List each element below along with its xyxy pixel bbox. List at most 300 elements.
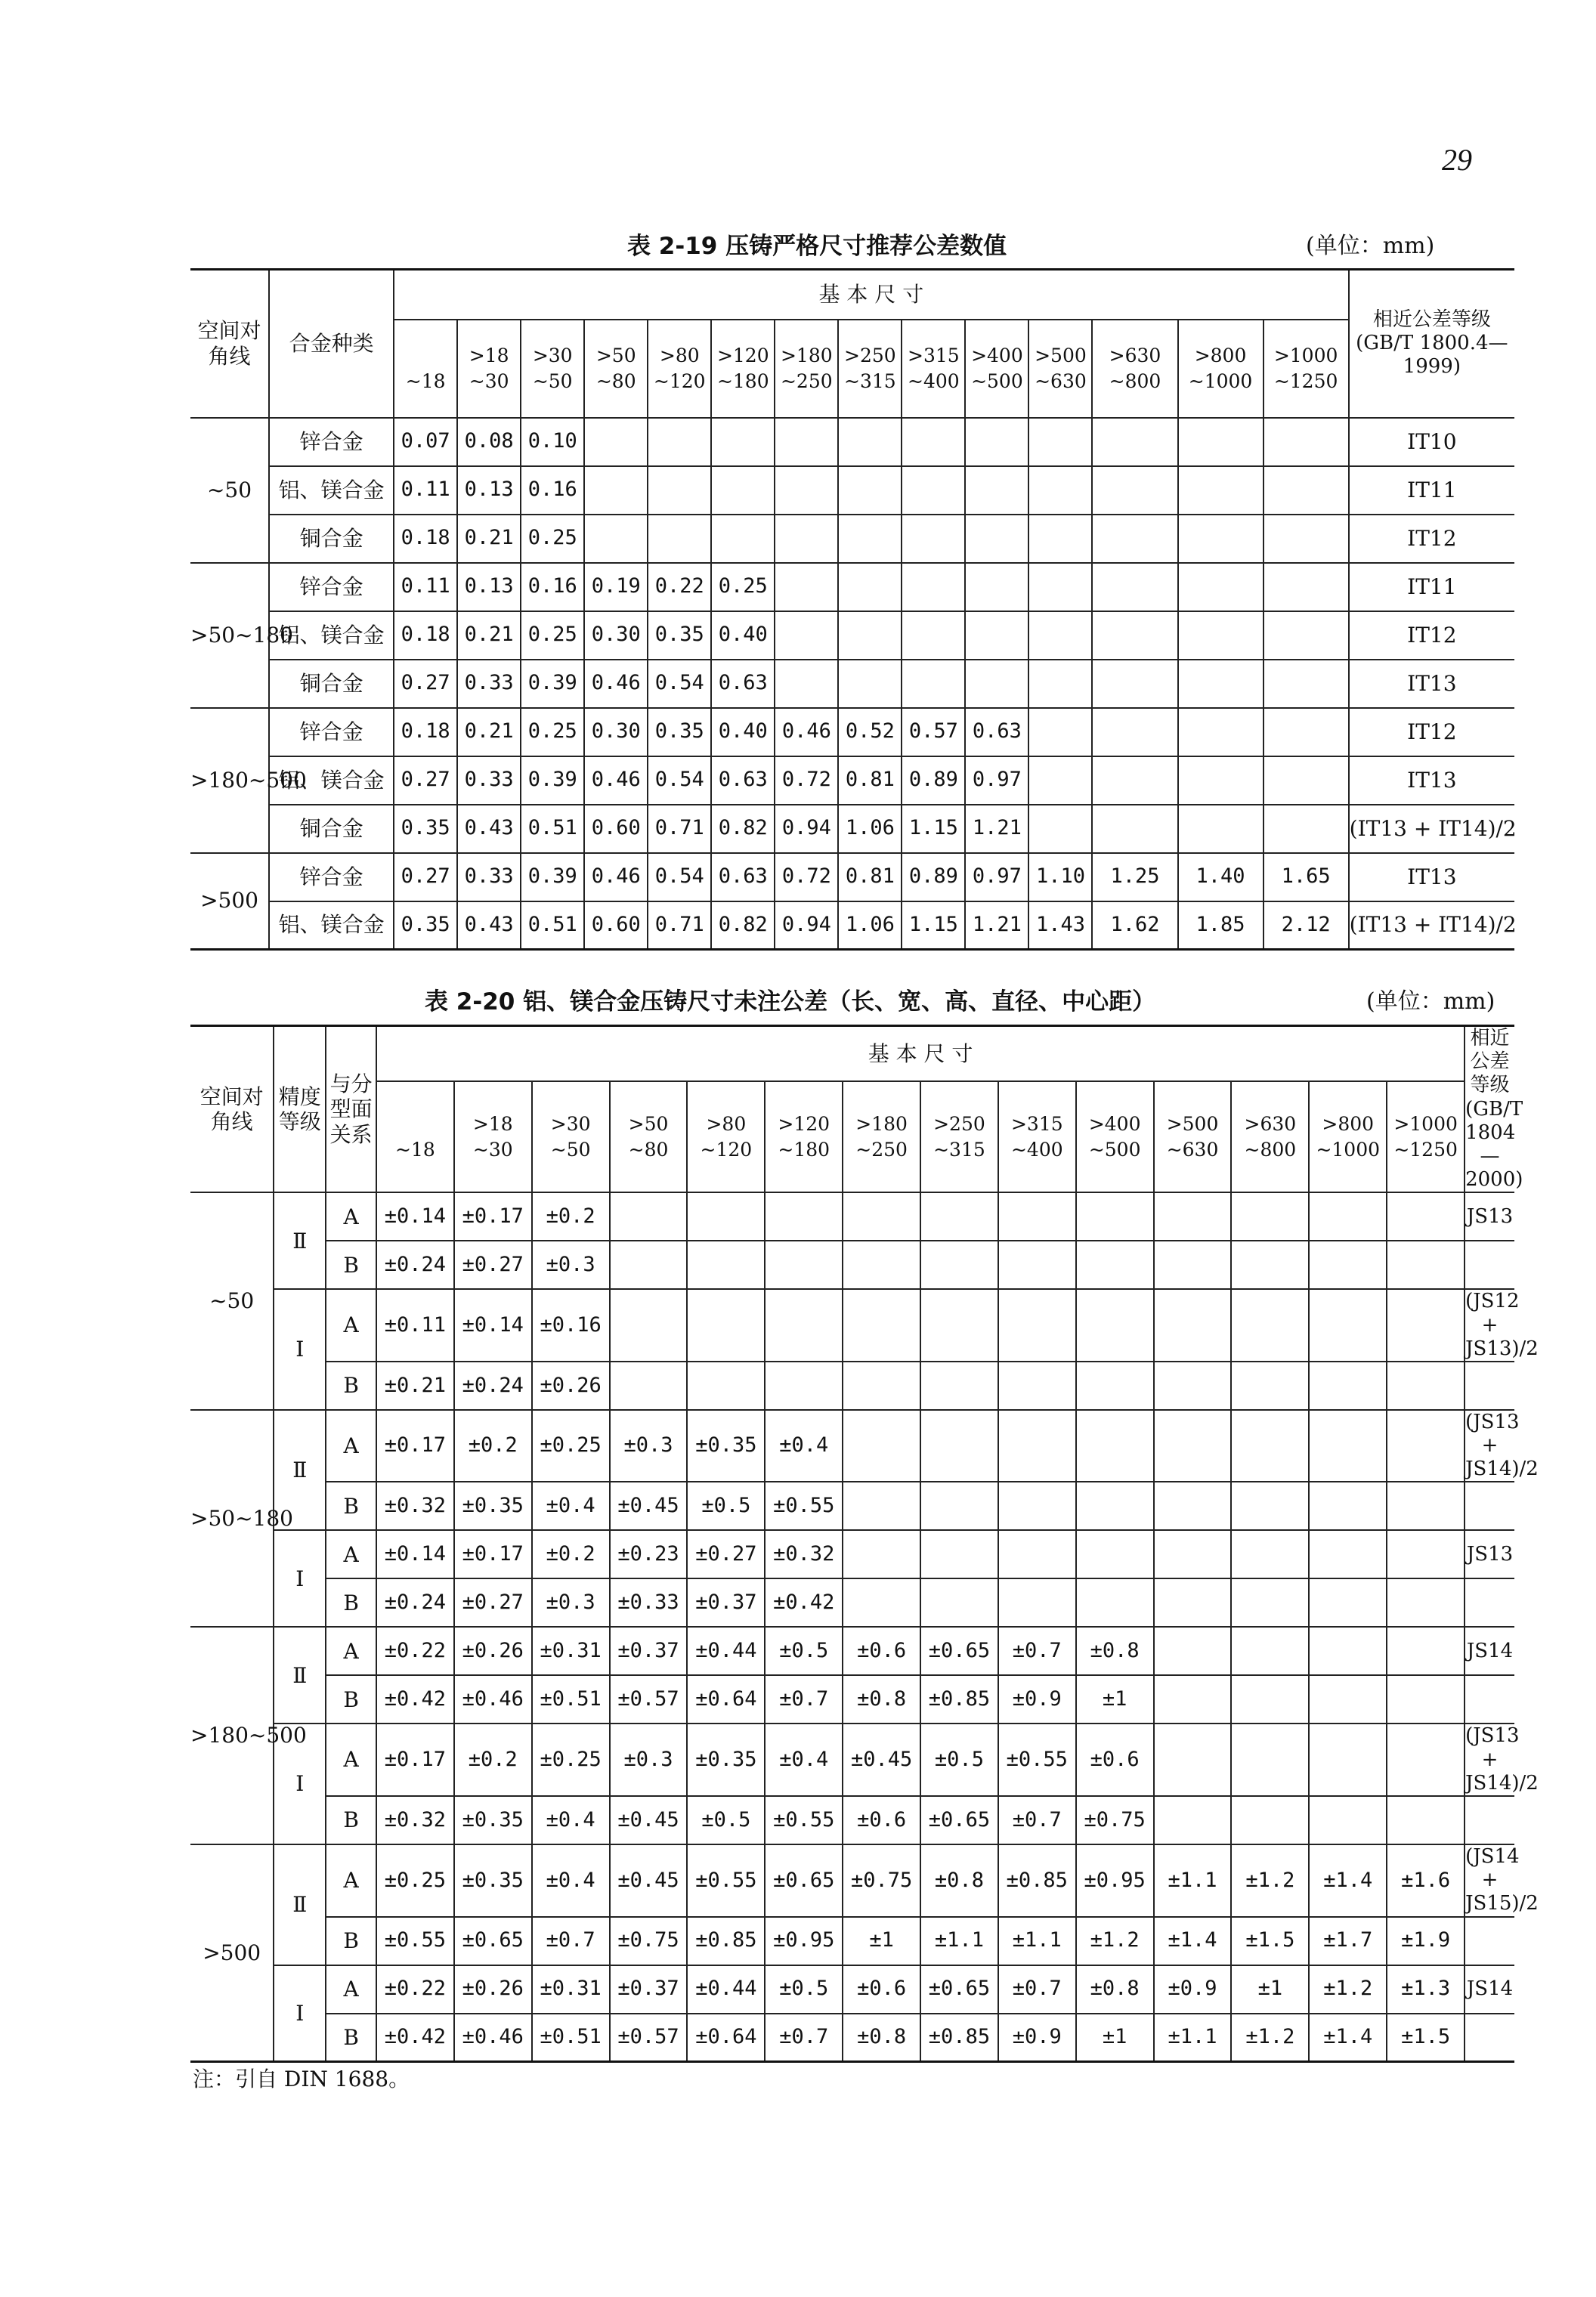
- value-cell: [998, 1241, 1076, 1289]
- grade-cell: (JS12 + JS13)/2: [1465, 1289, 1514, 1362]
- table-row: [190, 708, 1514, 756]
- value-cell: [902, 563, 965, 611]
- value-cell: ±1: [1076, 2014, 1154, 2062]
- value-cell: 0.21: [457, 611, 521, 660]
- value-cell: 0.63: [965, 708, 1028, 756]
- value-cell: 0.52: [838, 708, 902, 756]
- value-cell: 0.27: [394, 853, 457, 901]
- value-cell: ±0.85: [998, 1844, 1076, 1917]
- value-cell: 0.43: [457, 901, 521, 950]
- size-col-header: [584, 320, 648, 418]
- value-cell: ±0.46: [454, 1675, 532, 1724]
- value-cell: [1231, 1289, 1309, 1362]
- value-cell: [584, 418, 648, 466]
- size-col-header: [920, 1081, 998, 1192]
- value-cell: [1387, 1627, 1465, 1675]
- value-cell: 0.94: [775, 901, 838, 950]
- grade-cell: [1465, 1482, 1514, 1530]
- value-cell: ±0.3: [532, 1578, 610, 1627]
- value-cell: [965, 466, 1028, 515]
- value-cell: [843, 1241, 920, 1289]
- value-cell: 0.54: [648, 756, 711, 805]
- value-cell: [998, 1410, 1076, 1482]
- value-cell: [1028, 805, 1092, 853]
- value-cell: 0.07: [394, 418, 457, 466]
- grade-cell: JS14: [1465, 1627, 1514, 1675]
- grade-cell: [1465, 1917, 1514, 1965]
- table-row: [190, 1362, 1514, 1410]
- value-cell: 1.62: [1092, 901, 1177, 950]
- header-basic-size: 基 本 尺 寸: [394, 270, 1349, 320]
- value-cell: [1264, 563, 1349, 611]
- value-cell: 0.71: [648, 805, 711, 853]
- value-cell: 1.40: [1178, 853, 1264, 901]
- value-cell: 0.71: [648, 901, 711, 950]
- table-row: [190, 1965, 1514, 2014]
- value-cell: 1.21: [965, 805, 1028, 853]
- size-col-lower: >80: [706, 1112, 747, 1135]
- size-col-lower: >630: [1109, 344, 1161, 366]
- parting-relation: B: [326, 2014, 376, 2062]
- value-cell: ±0.17: [454, 1192, 532, 1241]
- table2-caption: 表 2-20 铝、镁合金压铸尺寸未注公差（长、宽、高、直径、中心距）: [425, 988, 1156, 1016]
- value-cell: [1154, 1675, 1232, 1724]
- value-cell: ±0.37: [687, 1578, 765, 1627]
- value-cell: ±0.85: [920, 2014, 998, 2062]
- value-cell: ±0.14: [376, 1192, 454, 1241]
- grade-cell: (JS13 + JS14)/2: [1465, 1410, 1514, 1482]
- value-cell: [838, 563, 902, 611]
- grade-cell: IT12: [1349, 515, 1514, 563]
- value-cell: ±0.45: [843, 1724, 920, 1796]
- grade-cell: [1465, 1675, 1514, 1724]
- value-cell: ±0.5: [687, 1482, 765, 1530]
- value-cell: 0.60: [584, 805, 648, 853]
- value-cell: ±0.51: [532, 2014, 610, 2062]
- value-cell: [920, 1241, 998, 1289]
- size-col-upper: ~120: [700, 1138, 753, 1161]
- value-cell: [1154, 1482, 1232, 1530]
- grade-cell: [1465, 1241, 1514, 1289]
- value-cell: [1092, 466, 1177, 515]
- value-cell: [843, 1410, 920, 1482]
- value-cell: ±0.31: [532, 1627, 610, 1675]
- page-number: 29: [1442, 143, 1472, 177]
- grade-cell: (IT13 + IT14)/2: [1349, 901, 1514, 950]
- value-cell: 0.39: [521, 660, 584, 708]
- diagonal-range: >500: [190, 1844, 274, 2062]
- value-cell: ±0.6: [843, 1627, 920, 1675]
- value-cell: ±0.64: [687, 2014, 765, 2062]
- value-cell: [1387, 1192, 1465, 1241]
- value-cell: [838, 611, 902, 660]
- value-cell: 0.10: [521, 418, 584, 466]
- value-cell: [843, 1362, 920, 1410]
- value-cell: [1387, 1241, 1465, 1289]
- size-col-header: [711, 320, 775, 418]
- value-cell: ±0.8: [1076, 1965, 1154, 2014]
- value-cell: ±1.2: [1309, 1965, 1387, 2014]
- value-cell: [1028, 515, 1092, 563]
- value-cell: [1231, 1675, 1309, 1724]
- value-cell: [843, 1530, 920, 1578]
- value-cell: [775, 563, 838, 611]
- value-cell: [1309, 1410, 1387, 1482]
- value-cell: ±0.5: [765, 1965, 843, 2014]
- value-cell: ±0.26: [454, 1965, 532, 2014]
- size-col-lower: >180: [780, 344, 833, 366]
- value-cell: 0.54: [648, 853, 711, 901]
- table-row: [190, 1289, 1514, 1362]
- size-col-header: [394, 320, 457, 418]
- value-cell: [838, 515, 902, 563]
- value-cell: 0.46: [584, 660, 648, 708]
- value-cell: [1309, 1192, 1387, 1241]
- table-row: [190, 660, 1514, 708]
- diagonal-range: ~50: [190, 1192, 274, 1410]
- value-cell: ±0.22: [376, 1965, 454, 2014]
- size-col-header: [775, 320, 838, 418]
- value-cell: [1309, 1482, 1387, 1530]
- size-col-upper: ~18: [395, 1138, 435, 1161]
- value-cell: [765, 1362, 843, 1410]
- value-cell: ±0.6: [843, 1965, 920, 2014]
- value-cell: [1028, 418, 1092, 466]
- size-col-header: [376, 1081, 454, 1192]
- value-cell: 0.81: [838, 853, 902, 901]
- value-cell: 0.39: [521, 853, 584, 901]
- grade-cell: (JS13 + JS14)/2: [1465, 1724, 1514, 1796]
- value-cell: [584, 466, 648, 515]
- alloy-name: 铜合金: [269, 515, 394, 563]
- value-cell: [775, 418, 838, 466]
- value-cell: ±1.4: [1309, 2014, 1387, 2062]
- grade-cell: [1465, 1578, 1514, 1627]
- precision-grade: Ⅱ: [274, 1844, 326, 1965]
- value-cell: ±1.2: [1231, 1844, 1309, 1917]
- value-cell: 0.21: [457, 708, 521, 756]
- value-cell: [1387, 1675, 1465, 1724]
- value-cell: ±1.4: [1309, 1844, 1387, 1917]
- value-cell: ±1: [843, 1917, 920, 1965]
- value-cell: ±0.65: [920, 1796, 998, 1844]
- value-cell: [838, 418, 902, 466]
- size-col-upper: ~500: [1088, 1138, 1141, 1161]
- value-cell: 1.21: [965, 901, 1028, 950]
- value-cell: 0.25: [521, 515, 584, 563]
- value-cell: ±0.24: [454, 1362, 532, 1410]
- parting-relation: B: [326, 1362, 376, 1410]
- value-cell: ±0.55: [765, 1796, 843, 1844]
- grade-cell: (IT13 + IT14)/2: [1349, 805, 1514, 853]
- value-cell: [1264, 756, 1349, 805]
- value-cell: ±0.5: [765, 1627, 843, 1675]
- value-cell: [920, 1530, 998, 1578]
- value-cell: [1154, 1192, 1232, 1241]
- value-cell: [902, 418, 965, 466]
- value-cell: 1.15: [902, 901, 965, 950]
- value-cell: 0.25: [521, 708, 584, 756]
- value-cell: 0.57: [902, 708, 965, 756]
- diagonal-range: >50~180: [190, 563, 269, 708]
- value-cell: 0.39: [521, 756, 584, 805]
- value-cell: [711, 515, 775, 563]
- value-cell: [1309, 1675, 1387, 1724]
- size-col-upper: ~400: [908, 369, 960, 392]
- diagonal-range: >180~500: [190, 708, 269, 853]
- grade-cell: JS13: [1465, 1192, 1514, 1241]
- value-cell: 0.27: [394, 660, 457, 708]
- value-cell: [1028, 611, 1092, 660]
- value-cell: 0.13: [457, 466, 521, 515]
- value-cell: [920, 1482, 998, 1530]
- value-cell: 0.46: [775, 708, 838, 756]
- value-cell: [1231, 1241, 1309, 1289]
- value-cell: [1231, 1796, 1309, 1844]
- value-cell: [1076, 1410, 1154, 1482]
- value-cell: [765, 1192, 843, 1241]
- value-cell: ±0.9: [1154, 1965, 1232, 2014]
- table-row: [190, 515, 1514, 563]
- value-cell: [920, 1410, 998, 1482]
- value-cell: ±0.8: [843, 2014, 920, 2062]
- size-col-upper: ~80: [595, 369, 636, 392]
- precision-grade: Ⅱ: [274, 1192, 326, 1289]
- alloy-name: 锌合金: [269, 418, 394, 466]
- value-cell: [1264, 708, 1349, 756]
- value-cell: 1.85: [1178, 901, 1264, 950]
- value-cell: ±0.27: [454, 1241, 532, 1289]
- value-cell: [1264, 660, 1349, 708]
- value-cell: [1387, 1530, 1465, 1578]
- value-cell: [1154, 1578, 1232, 1627]
- grade-cell: IT13: [1349, 756, 1514, 805]
- value-cell: [965, 611, 1028, 660]
- size-col-header: [843, 1081, 920, 1192]
- table-row: [190, 563, 1514, 611]
- value-cell: [1387, 1578, 1465, 1627]
- value-cell: 1.25: [1092, 853, 1177, 901]
- value-cell: ±0.25: [376, 1844, 454, 1917]
- value-cell: [1264, 805, 1349, 853]
- value-cell: ±1.2: [1231, 2014, 1309, 2062]
- grade-cell: IT11: [1349, 466, 1514, 515]
- value-cell: 0.25: [521, 611, 584, 660]
- size-col-header: [902, 320, 965, 418]
- value-cell: [1231, 1192, 1309, 1241]
- size-col-lower: >630: [1244, 1112, 1297, 1135]
- value-cell: 0.33: [457, 853, 521, 901]
- value-cell: ±0.32: [765, 1530, 843, 1578]
- value-cell: [1387, 1362, 1465, 1410]
- value-cell: 1.06: [838, 901, 902, 950]
- value-cell: 2.12: [1264, 901, 1349, 950]
- value-cell: ±1.9: [1387, 1917, 1465, 1965]
- value-cell: [1076, 1578, 1154, 1627]
- value-cell: ±0.17: [454, 1530, 532, 1578]
- size-col-lower: >1000: [1273, 344, 1338, 366]
- value-cell: 1.06: [838, 805, 902, 853]
- value-cell: ±1.1: [998, 1917, 1076, 1965]
- precision-grade: Ⅱ: [274, 1627, 326, 1724]
- value-cell: [1154, 1796, 1232, 1844]
- value-cell: ±0.2: [532, 1530, 610, 1578]
- value-cell: [1264, 611, 1349, 660]
- value-cell: [1076, 1241, 1154, 1289]
- value-cell: 0.35: [648, 611, 711, 660]
- value-cell: [998, 1578, 1076, 1627]
- size-col-lower: >80: [659, 344, 700, 366]
- size-col-lower: >18: [469, 344, 509, 366]
- table1-unit: (单位：mm): [1306, 233, 1435, 259]
- value-cell: 0.89: [902, 756, 965, 805]
- value-cell: ±0.24: [376, 1578, 454, 1627]
- value-cell: ±0.2: [454, 1724, 532, 1796]
- size-col-lower: >1000: [1393, 1112, 1458, 1135]
- size-col-upper: ~400: [1010, 1138, 1063, 1161]
- size-col-header: [610, 1081, 688, 1192]
- value-cell: [1387, 1482, 1465, 1530]
- value-cell: [998, 1289, 1076, 1362]
- size-col-upper: ~180: [716, 369, 769, 392]
- value-cell: ±0.27: [454, 1578, 532, 1627]
- value-cell: [1028, 466, 1092, 515]
- value-cell: [902, 466, 965, 515]
- value-cell: 1.10: [1028, 853, 1092, 901]
- table-row: [190, 805, 1514, 853]
- value-cell: 0.35: [394, 901, 457, 950]
- value-cell: ±0.35: [687, 1410, 765, 1482]
- table-row: [190, 1724, 1514, 1796]
- grade-cell: IT12: [1349, 611, 1514, 660]
- size-col-lower: >30: [550, 1112, 591, 1135]
- size-col-header: [521, 320, 584, 418]
- value-cell: ±0.7: [998, 1627, 1076, 1675]
- value-cell: [920, 1289, 998, 1362]
- size-col-upper: ~50: [550, 1138, 591, 1161]
- value-cell: ±0.44: [687, 1965, 765, 2014]
- value-cell: [1264, 418, 1349, 466]
- size-col-upper: ~1250: [1393, 1138, 1458, 1161]
- size-col-upper: ~630: [1166, 1138, 1219, 1161]
- value-cell: ±0.85: [920, 1675, 998, 1724]
- value-cell: ±0.16: [532, 1289, 610, 1362]
- table2-unit: (单位：mm): [1366, 988, 1495, 1015]
- size-col-lower: [377, 1113, 453, 1139]
- size-col-header: [457, 320, 521, 418]
- value-cell: ±0.35: [454, 1796, 532, 1844]
- value-cell: 0.54: [648, 660, 711, 708]
- value-cell: [775, 611, 838, 660]
- value-cell: ±1.2: [1076, 1917, 1154, 1965]
- value-cell: [1178, 418, 1264, 466]
- table-row: [190, 418, 1514, 466]
- size-col-upper: ~500: [971, 369, 1023, 392]
- value-cell: [1231, 1482, 1309, 1530]
- size-col-lower: >800: [1322, 1112, 1375, 1135]
- diagonal-range: >180~500: [190, 1627, 274, 1844]
- value-cell: ±0.45: [610, 1796, 688, 1844]
- value-cell: [584, 515, 648, 563]
- value-cell: ±0.6: [1076, 1724, 1154, 1796]
- value-cell: ±1: [1076, 1675, 1154, 1724]
- size-col-header: [998, 1081, 1076, 1192]
- value-cell: [1309, 1289, 1387, 1362]
- header-grade: 相近公差等级(GB/T 1804—2000): [1465, 1026, 1514, 1193]
- value-cell: [1264, 466, 1349, 515]
- value-cell: [1092, 515, 1177, 563]
- value-cell: [920, 1192, 998, 1241]
- size-col-upper: ~18: [405, 369, 446, 392]
- value-cell: 1.43: [1028, 901, 1092, 950]
- table-row: [190, 901, 1514, 950]
- value-cell: [711, 466, 775, 515]
- header-alloy: 合金种类: [269, 270, 394, 418]
- value-cell: ±1.5: [1231, 1917, 1309, 1965]
- size-col-upper: ~630: [1035, 369, 1087, 392]
- value-cell: [1178, 805, 1264, 853]
- value-cell: ±0.3: [532, 1241, 610, 1289]
- value-cell: [1309, 1578, 1387, 1627]
- header-parting-relation: 与分型面关系: [326, 1026, 376, 1193]
- value-cell: 0.13: [457, 563, 521, 611]
- value-cell: 1.65: [1264, 853, 1349, 901]
- value-cell: 0.18: [394, 515, 457, 563]
- size-col-lower: >50: [595, 344, 636, 366]
- value-cell: [775, 515, 838, 563]
- value-cell: 0.08: [457, 418, 521, 466]
- size-col-header: [1231, 1081, 1309, 1192]
- parting-relation: B: [326, 1241, 376, 1289]
- value-cell: ±0.65: [920, 1627, 998, 1675]
- value-cell: ±0.32: [376, 1796, 454, 1844]
- table-note: 注：引自 DIN 1688。: [193, 2067, 410, 2091]
- value-cell: [1178, 466, 1264, 515]
- size-col-header: [1309, 1081, 1387, 1192]
- parting-relation: B: [326, 1796, 376, 1844]
- parting-relation: A: [326, 1724, 376, 1796]
- size-col-upper: ~315: [844, 369, 896, 392]
- value-cell: 0.72: [775, 853, 838, 901]
- value-cell: 0.33: [457, 756, 521, 805]
- value-cell: 0.35: [648, 708, 711, 756]
- value-cell: ±0.31: [532, 1965, 610, 2014]
- value-cell: ±0.44: [687, 1627, 765, 1675]
- value-cell: [1076, 1530, 1154, 1578]
- value-cell: 0.63: [711, 660, 775, 708]
- size-col-lower: >180: [855, 1112, 908, 1135]
- value-cell: ±0.37: [610, 1965, 688, 2014]
- value-cell: ±0.4: [532, 1796, 610, 1844]
- value-cell: [765, 1289, 843, 1362]
- size-col-lower: >120: [716, 344, 769, 366]
- value-cell: ±0.2: [532, 1192, 610, 1241]
- value-cell: 0.40: [711, 708, 775, 756]
- value-cell: [1178, 515, 1264, 563]
- table-row: [190, 1796, 1514, 1844]
- value-cell: ±1.3: [1387, 1965, 1465, 2014]
- grade-cell: IT13: [1349, 853, 1514, 901]
- value-cell: ±0.32: [376, 1482, 454, 1530]
- value-cell: ±0.17: [376, 1724, 454, 1796]
- value-cell: 0.40: [711, 611, 775, 660]
- value-cell: [1387, 1289, 1465, 1362]
- value-cell: [1309, 1362, 1387, 1410]
- alloy-name: 铜合金: [269, 805, 394, 853]
- value-cell: ±0.3: [610, 1410, 688, 1482]
- table-row: [190, 1627, 1514, 1675]
- parting-relation: A: [326, 1289, 376, 1362]
